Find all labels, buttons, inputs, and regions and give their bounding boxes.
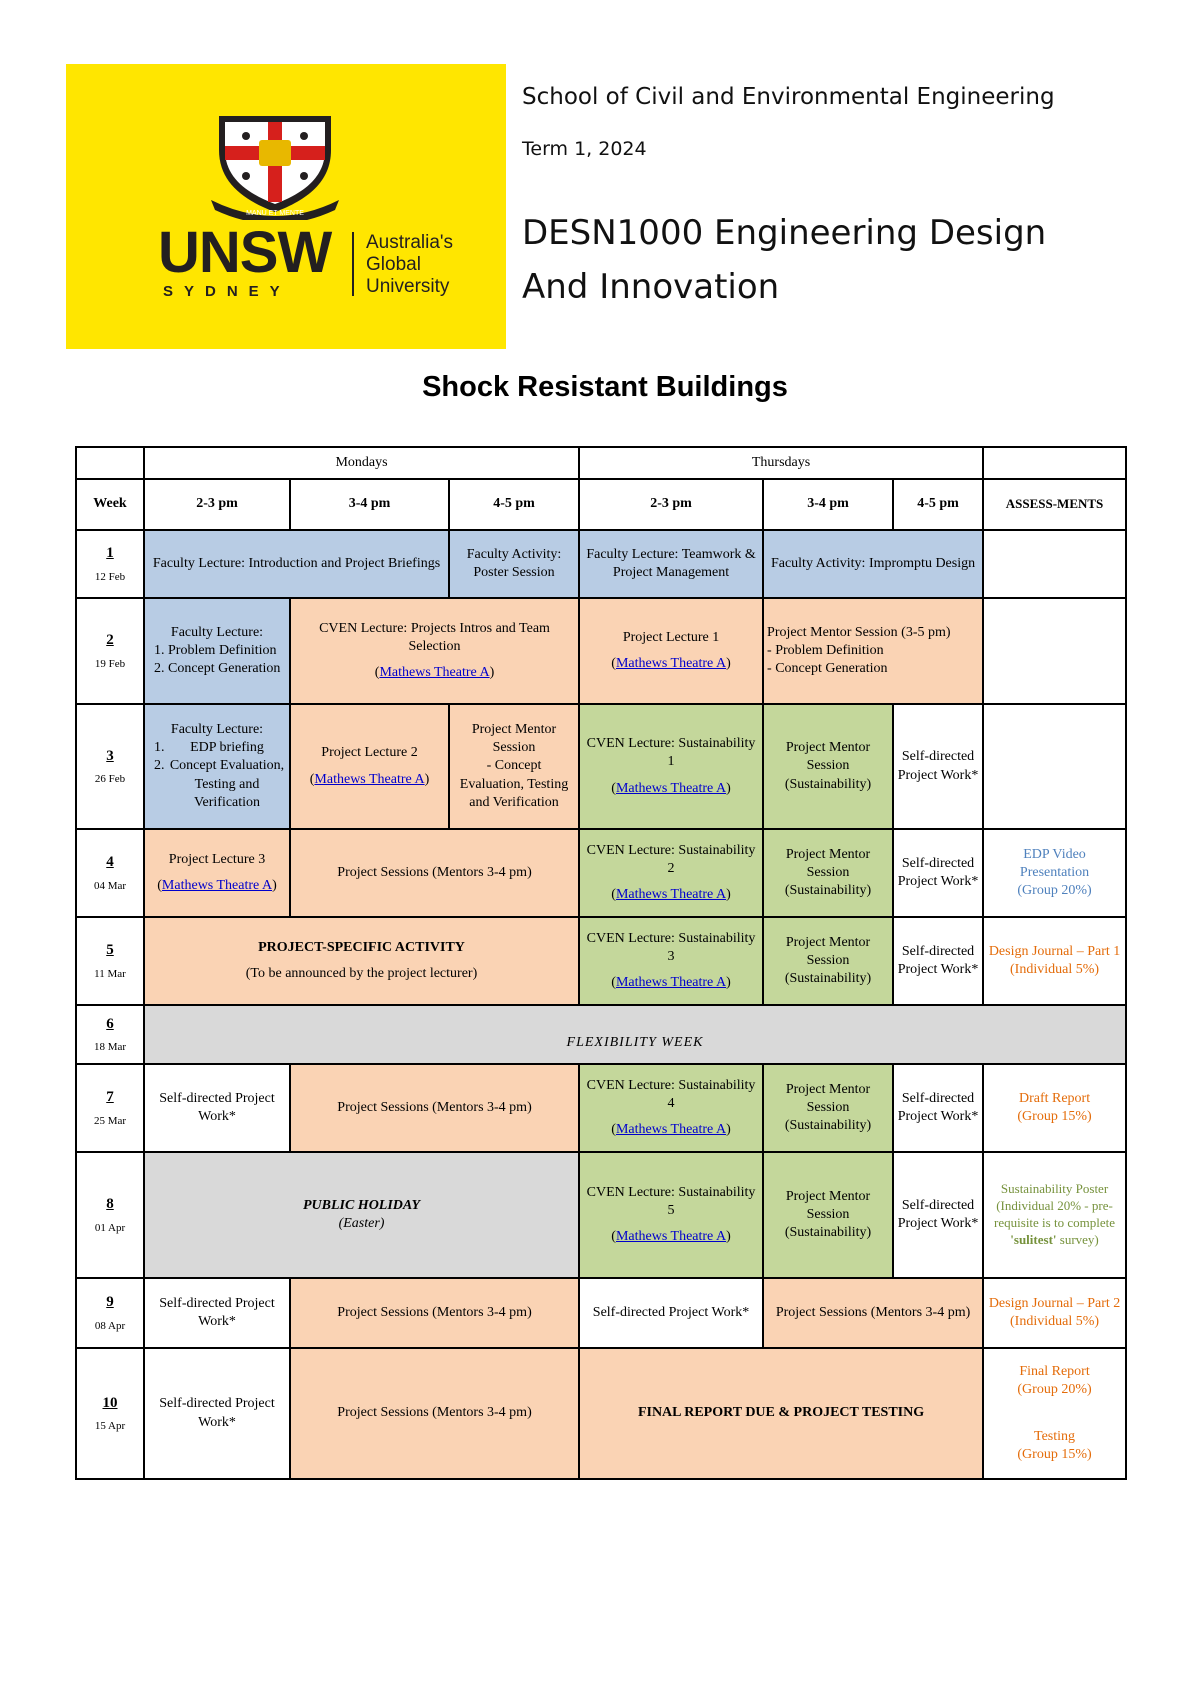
assessment-spacer (987, 1400, 1122, 1428)
self-directed-cell: Self-directed Project Work* (144, 1064, 290, 1152)
table-row (76, 1152, 1126, 1278)
assessment-weight: (Group 20%) (1017, 883, 1092, 899)
course-title-line: DESN1000 Engineering Design (522, 213, 1047, 253)
assessment-name: Final Report (1019, 1364, 1090, 1380)
week-number: 9 (106, 1294, 114, 1311)
venue-text: (Mathews Theatre A) (611, 780, 731, 796)
cven-lecture-cell (579, 1152, 763, 1278)
assessment-weight: (Group 20%) (1017, 1382, 1092, 1398)
venue-link[interactable]: Mathews Theatre A (615, 975, 727, 991)
course-title (522, 206, 1046, 314)
assessment-cell (983, 1152, 1126, 1278)
header-blank (76, 447, 144, 479)
cell-body: - Concept Evaluation, Testing and Verification (459, 758, 569, 810)
week-number: 3 (106, 747, 114, 764)
assessment-cell (983, 917, 1126, 1005)
week-cell (76, 598, 144, 704)
cell-subtitle: (To be announced by the project lecturer) (245, 966, 478, 981)
header-time-slot: 2-3 pm (579, 479, 763, 530)
cell-title: Project Lecture 3 (168, 851, 266, 867)
cell-title: Faculty Lecture: (170, 624, 264, 640)
self-directed-cell: Self-directed Project Work* (579, 1278, 763, 1348)
project-lecture-cell (144, 829, 290, 917)
unsw-logo (66, 64, 506, 349)
faculty-lecture-cell (144, 704, 290, 829)
week-date: 19 Feb (94, 657, 126, 670)
cell-title: CVEN Lecture: Sustainability 2 (586, 842, 756, 876)
venue-link[interactable]: Mathews Theatre A (615, 780, 727, 796)
table-row (76, 447, 1126, 479)
mentor-session-cell: Project Mentor Session (Sustainability) (763, 829, 893, 917)
table-row (76, 1005, 1126, 1064)
week-date: 15 Apr (94, 1420, 126, 1433)
cell-title: CVEN Lecture: Projects Intros and Team Selection (319, 620, 550, 654)
week-date: 08 Apr (94, 1319, 126, 1332)
assessment-name: Draft Report (1018, 1090, 1091, 1106)
assessment-weight: (Group 15%) (1017, 1109, 1092, 1124)
self-directed-cell: Self-directed Project Work* (893, 917, 983, 1005)
week-date: 25 Mar (93, 1114, 127, 1127)
table-row (76, 530, 1126, 598)
week-number: 5 (106, 942, 114, 959)
assessment-name: Sustainability Poster (Individual 20% - pre-requisite is to complete (994, 1181, 1115, 1230)
logo-tagline (366, 232, 453, 298)
list-item: 1. Problem Definition (168, 642, 286, 660)
self-directed-cell: Self-directed Project Work* (893, 1152, 983, 1278)
project-lecture-cell (579, 598, 763, 704)
self-directed-cell: Self-directed Project Work* (144, 1348, 290, 1479)
venue-link[interactable]: Mathews Theatre A (379, 665, 490, 681)
venue-text: (Mathews Theatre A) (374, 665, 495, 681)
tagline-line: University (366, 276, 450, 297)
week-cell (76, 1064, 144, 1152)
week-number: 8 (106, 1196, 114, 1213)
cell-title: CVEN Lecture: Sustainability 5 (586, 1184, 756, 1218)
venue-text: (Mathews Theatre A) (157, 878, 277, 893)
assessment-name: Design Journal – Part 1 (988, 943, 1121, 959)
week-cell (76, 1348, 144, 1479)
week-date: 11 Mar (94, 967, 126, 980)
venue-link[interactable]: Mathews Theatre A (161, 878, 273, 893)
venue-link[interactable]: Mathews Theatre A (615, 887, 727, 903)
venue-link[interactable]: Mathews Theatre A (615, 1229, 727, 1245)
cven-lecture-cell (579, 1064, 763, 1152)
self-directed-cell: Self-directed Project Work* (893, 829, 983, 917)
document-title: Shock Resistant Buildings (422, 371, 788, 403)
week-cell (76, 829, 144, 917)
self-directed-cell: Self-directed Project Work* (893, 704, 983, 829)
final-report-cell: FINAL REPORT DUE & PROJECT TESTING (579, 1348, 983, 1479)
cell-title: CVEN Lecture: Sustainability 1 (586, 736, 756, 770)
cven-lecture-cell (579, 829, 763, 917)
venue-text: (Mathews Theatre A) (309, 771, 430, 787)
header-assessments: ASSESS-MENTS (983, 479, 1126, 530)
mentor-session-cell (449, 704, 579, 829)
assessment-cell (983, 1348, 1126, 1479)
project-sessions-cell: Project Sessions (Mentors 3-4 pm) (290, 829, 579, 917)
venue-text: (Mathews Theatre A) (611, 1122, 731, 1138)
tagline-line: Global (366, 254, 421, 275)
mentor-session-cell: Project Mentor Session (Sustainability) (763, 1152, 893, 1278)
list-item: 2. Concept Evaluation, Testing and Verification (168, 757, 286, 812)
table-row (76, 598, 1126, 704)
header-time-slot: 4-5 pm (449, 479, 579, 530)
week-number: 4 (106, 854, 114, 871)
week-number: 10 (102, 1394, 118, 1411)
header-blank (983, 447, 1126, 479)
assessment-cell (983, 1278, 1126, 1348)
project-sessions-cell: Project Sessions (Mentors 3-4 pm) (290, 1064, 579, 1152)
header-mondays: Mondays (144, 447, 579, 479)
cell-title: PUBLIC HOLIDAY (302, 1197, 421, 1213)
faculty-lecture-cell: Faculty Lecture: Teamwork & Project Management (579, 530, 763, 598)
assessment-weight: (Individual 5%) (1010, 962, 1100, 977)
header-time-slot: 3-4 pm (290, 479, 449, 530)
cven-lecture-cell (290, 598, 579, 704)
faculty-activity-cell: Faculty Activity: Poster Session (449, 530, 579, 598)
unsw-crest-icon (209, 114, 341, 220)
mentor-session-cell: Project Mentor Session (Sustainability) (763, 704, 893, 829)
venue-link[interactable]: Mathews Theatre A (314, 771, 425, 787)
schedule-table (75, 446, 1127, 1480)
topic-list (148, 642, 286, 678)
week-date: 18 Mar (93, 1041, 127, 1054)
cell-title: Project Lecture 2 (321, 745, 418, 761)
topic-list (148, 739, 286, 812)
venue-text: (Mathews Theatre A) (611, 887, 731, 903)
mentor-session-cell: Project Mentor Session (Sustainability) (763, 1064, 893, 1152)
logo-divider (352, 232, 354, 296)
faculty-activity-cell: Faculty Activity: Impromptu Design (763, 530, 983, 598)
header-thursdays: Thursdays (579, 447, 983, 479)
self-directed-cell: Self-directed Project Work* (144, 1278, 290, 1348)
project-sessions-cell: Project Sessions (Mentors 3-4 pm) (290, 1278, 579, 1348)
week-date: 12 Feb (94, 570, 126, 583)
mentor-session-cell: Project Mentor Session (Sustainability) (763, 917, 893, 1005)
week-number: 7 (106, 1089, 114, 1106)
project-sessions-cell: Project Sessions (Mentors 3-4 pm) (290, 1348, 579, 1479)
cven-lecture-cell (579, 917, 763, 1005)
cell-title: Faculty Lecture: (170, 722, 264, 738)
assessment-cell (983, 704, 1126, 829)
list-item: 1. EDP briefing (168, 739, 286, 757)
cven-lecture-cell (579, 704, 763, 829)
assessment-name-emphasis: 'sulitest' (1010, 1231, 1057, 1247)
assessment-cell (983, 530, 1126, 598)
assessment-name: Design Journal – Part 2 (988, 1295, 1121, 1311)
cell-title: CVEN Lecture: Sustainability 3 (586, 930, 756, 964)
cell-title: CVEN Lecture: Sustainability 4 (586, 1077, 756, 1111)
faculty-lecture-cell (144, 598, 290, 704)
school-name: School of Civil and Environmental Engineering (522, 84, 1055, 110)
tagline-line: Australia's (366, 232, 454, 253)
week-number: 6 (106, 1015, 114, 1032)
assessment-cell (983, 829, 1126, 917)
assessment-cell (983, 1064, 1126, 1152)
header-time-slot: 4-5 pm (893, 479, 983, 530)
assessment-cell (983, 598, 1126, 704)
table-row (76, 917, 1126, 1005)
week-cell (76, 1152, 144, 1278)
cell-title: Project Mentor Session (471, 722, 557, 756)
list-item: 2. Concept Generation (168, 660, 286, 678)
project-sessions-cell: Project Sessions (Mentors 3-4 pm) (763, 1278, 983, 1348)
week-date: 04 Mar (93, 879, 127, 892)
sydney-wordmark: SYDNEY (163, 283, 291, 300)
self-directed-cell: Self-directed Project Work* (893, 1064, 983, 1152)
week-cell (76, 1278, 144, 1348)
venue-text: (Mathews Theatre A) (611, 1229, 731, 1245)
project-lecture-cell (290, 704, 449, 829)
venue-text: (Mathews Theatre A) (611, 656, 731, 671)
flexibility-week-cell: FLEXIBILITY WEEK (144, 1005, 1126, 1064)
week-cell (76, 917, 144, 1005)
venue-link[interactable]: Mathews Theatre A (615, 656, 727, 671)
week-cell (76, 1005, 144, 1064)
week-cell (76, 530, 144, 598)
header-time-slot: 3-4 pm (763, 479, 893, 530)
cell-title: Project Mentor Session (3-5 pm) (767, 624, 951, 640)
term-label: Term 1, 2024 (522, 138, 647, 160)
table-row (76, 829, 1126, 917)
crest-motto: MANU ET MENTE (246, 210, 304, 217)
week-date: 26 Feb (94, 773, 126, 786)
venue-link[interactable]: Mathews Theatre A (615, 1122, 727, 1138)
faculty-lecture-cell: Faculty Lecture: Introduction and Project Briefings (144, 530, 449, 598)
public-holiday-cell (144, 1152, 579, 1278)
list-item: - Problem Definition (767, 642, 884, 658)
week-number: 1 (106, 545, 114, 562)
assessment-weight: (Group 15%) (1017, 1446, 1092, 1462)
mentor-session-cell (763, 598, 983, 704)
unsw-wordmark: UNSW (158, 220, 332, 285)
assessment-weight: (Individual 5%) (1010, 1314, 1100, 1329)
cell-title: PROJECT-SPECIFIC ACTIVITY (258, 939, 465, 955)
cell-subtitle: (Easter) (338, 1216, 385, 1231)
list-item: - Concept Generation (767, 661, 888, 677)
table-row (76, 1064, 1126, 1152)
assessment-name: survey) (1059, 1231, 1099, 1247)
table-row (76, 704, 1126, 829)
week-date: 01 Apr (94, 1221, 126, 1234)
assessment-name: Testing (1034, 1428, 1076, 1444)
header-week: Week (76, 479, 144, 530)
week-number: 2 (106, 632, 114, 649)
cell-title: Project Lecture 1 (622, 629, 720, 645)
project-activity-cell (144, 917, 579, 1005)
table-row (76, 1278, 1126, 1348)
assessment-name: EDP Video Presentation (1019, 846, 1090, 880)
week-cell (76, 704, 144, 829)
header-time-slot: 2-3 pm (144, 479, 290, 530)
table-row (76, 479, 1126, 530)
table-row (76, 1348, 1126, 1479)
venue-text: (Mathews Theatre A) (611, 975, 731, 991)
course-title-line: And Innovation (522, 267, 780, 307)
